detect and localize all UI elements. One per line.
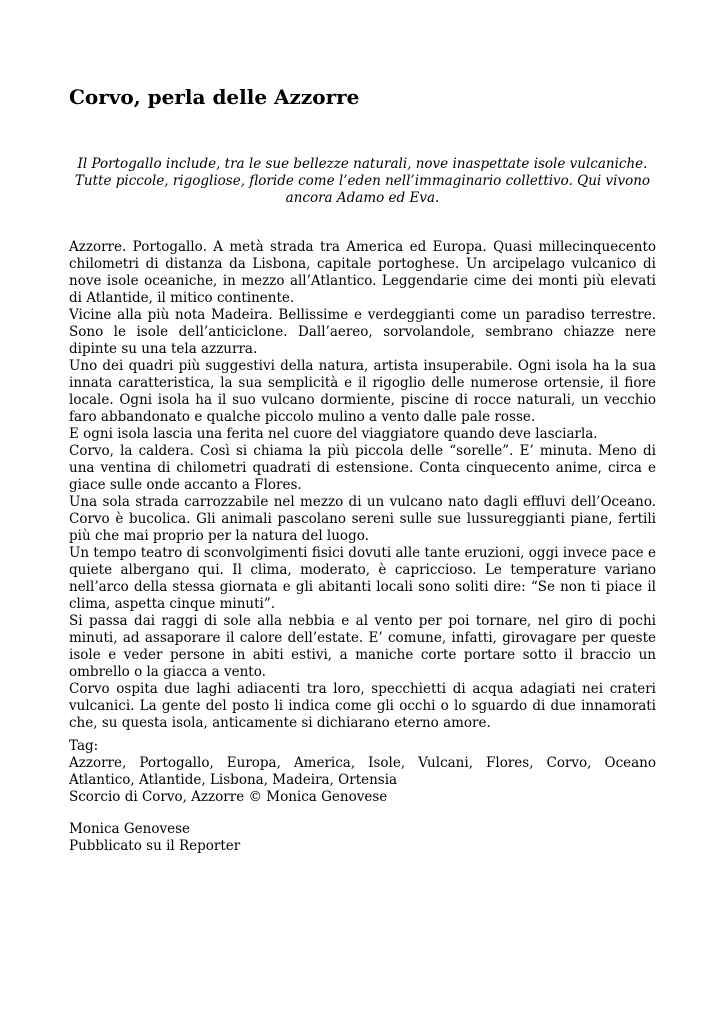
body-paragraph: Corvo ospita due laghi adiacenti tra loro, specchietti di acqua adagiati nei crateri vulcanici. La gente del posto li indica come gli occhi o lo sguardo di due innamorati che, su questa isola, anticamente si dichiarano eterno amore. (69, 681, 656, 731)
tags-section (69, 738, 656, 806)
tags-list: Azzorre, Portogallo, Europa, America, Isole, Vulcani, Flores, Corvo, Oceano Atlantico, Atlantide, Lisbona, Madeira, Ortensia (69, 755, 656, 788)
body-paragraph: Una sola strada carrozzabile nel mezzo di un vulcano nato dagli effluvi dell’Oceano. Corvo è bucolica. Gli animali pascolano sereni sulle sue lussureggianti piane, fertili più che mai proprio per la natura del luogo. (69, 494, 656, 544)
byline (69, 821, 656, 855)
body-paragraph: Si passa dai raggi di sole alla nebbia e al vento per poi tornare, nel giro di pochi minuti, ad assaporare il calore dell’estate. E’ comune, infatti, girovagare per queste isole e veder persone in abiti estivi, a maniche corte portare sotto il braccio un ombrello o la giacca a vento. (69, 613, 656, 680)
body-paragraph: E ogni isola lascia una ferita nel cuore del viaggiatore quando deve lasciarla. (69, 426, 598, 442)
author-name: Monica Genovese (69, 821, 190, 837)
body-paragraph: Azzorre. Portogallo. A metà strada tra America ed Europa. Quasi millecinquecento chilometri di distanza da Lisbona, capitale portoghese. Un arcipelago vulcanico di nove isole oceaniche, in mezzo all’Atlantico. Leggendarie cime dei monti più elevati di Atlantide, il mitico continente. (69, 239, 656, 306)
publication-note: Pubblicato su il Reporter (69, 838, 241, 854)
body-paragraph: Corvo, la caldera. Così si chiama la più piccola delle “sorelle”. E’ minuta. Meno di una ventina di chilometri quadrati di estensione. Conta cinquecento anime, circa e giace sulle onde accanto a Flores. (69, 443, 656, 493)
body-paragraph: Un tempo teatro di sconvolgimenti fisici dovuti alle tante eruzioni, oggi invece pace e quiete albergano qui. Il clima, moderato, è capriccioso. Le temperature variano nell’arco della stessa giornata e gli abitanti locali sono soliti dire: “Se non ti piace il clima, aspetta cinque minuti”. (69, 545, 656, 612)
body-paragraph: Uno dei quadri più suggestivi della natura, artista insuperabile. Ogni isola ha la sua innata caratteristica, la sua semplicità e il rigoglio delle numerose ortensie, il fiore locale. Ogni isola ha il suo vulcano dormiente, piscine di rocce naturali, un vecchio faro abbandonato e qualche piccolo mulino a vento dalle pale rosse. (69, 358, 656, 425)
article-subtitle: Il Portogallo include, tra le sue bellezze naturali, nove inaspettate isole vulcaniche. Tutte piccole, rigogliose, floride come l’eden nell’immaginario collettivo. Qui vivono ancora Adamo ed Eva. (74, 156, 651, 206)
photo-credit: Scorcio di Corvo, Azzorre © Monica Genovese (69, 789, 388, 805)
article-title: Corvo, perla delle Azzorre (69, 85, 360, 109)
article-body (69, 239, 656, 732)
body-paragraph: Vicine alla più nota Madeira. Bellissime e verdeggianti come un paradiso terrestre. Sono le isole dell’anticiclone. Dall’aereo, sorvolandole, sembrano chiazze nere dipinte su una tela azzurra. (69, 307, 656, 357)
tags-label: Tag: (69, 738, 99, 754)
